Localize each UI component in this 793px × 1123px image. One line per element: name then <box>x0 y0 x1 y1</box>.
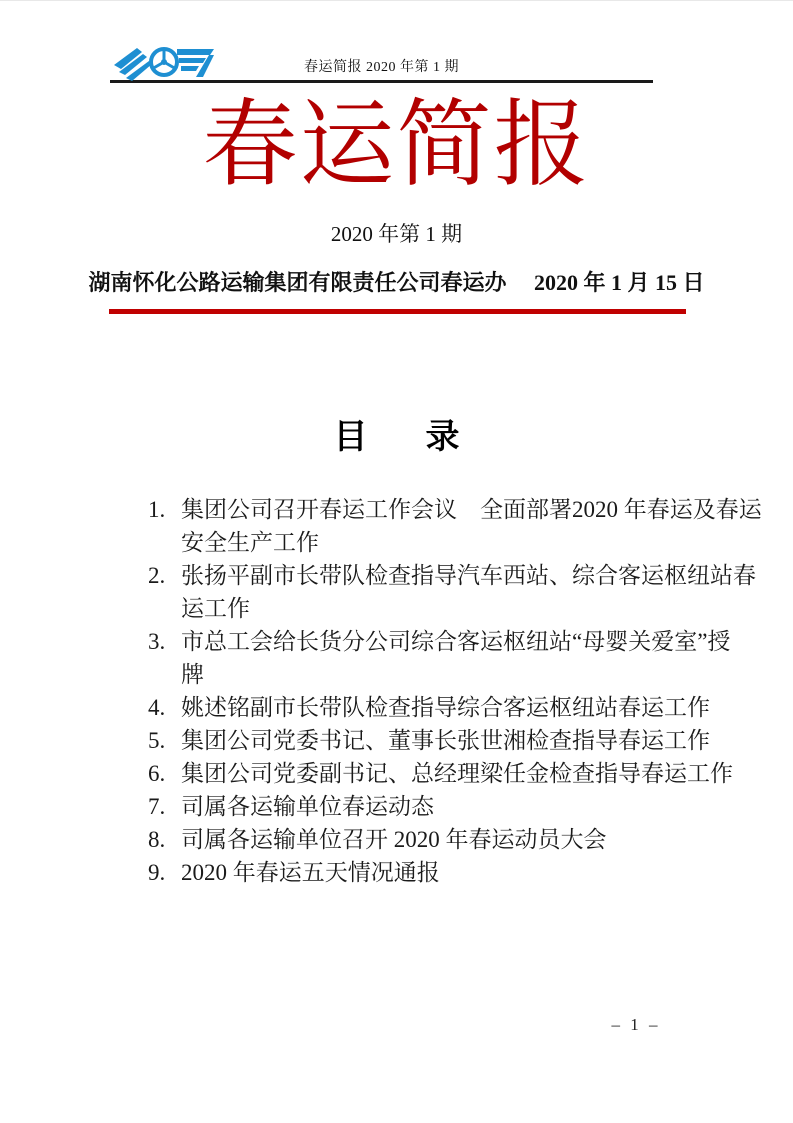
toc-item-number: 9. <box>148 860 166 885</box>
page-number: – 1 – <box>611 1015 661 1034</box>
page-header <box>110 41 653 83</box>
toc-item-text: 姚述铭副市长带队检查指导综合客运枢纽站春运工作 <box>181 695 710 720</box>
toc-item-3-continuation <box>148 658 708 691</box>
toc-item-7 <box>148 790 708 823</box>
toc-item-text: 张扬平副市长带队检查指导汽车西站、综合客运枢纽站春 <box>181 563 756 588</box>
toc-item-text: 集团公司党委副书记、总经理梁任金检查指导春运工作 <box>181 761 733 786</box>
publisher-line: 湖南怀化公路运输集团有限责任公司春运办 2020 年 1 月 15 日 <box>88 270 705 295</box>
toc-item-text: 集团公司召开春运工作会议 全面部署2020 年春运及春运 <box>181 497 762 522</box>
toc-item-text: 司属各运输单位春运动态 <box>181 794 434 819</box>
toc-item-text: 司属各运输单位召开 2020 年春运动员大会 <box>181 827 607 852</box>
toc-heading <box>0 409 793 458</box>
toc-item-number: 4. <box>148 695 166 720</box>
toc-item-number: 3. <box>148 629 166 654</box>
toc-item-5 <box>148 724 708 757</box>
toc-item-8 <box>148 823 708 856</box>
toc-heading-char-right: 录 <box>425 418 460 456</box>
toc-item-9 <box>148 856 708 889</box>
issue-line: 2020 年第 1 期 <box>330 222 463 246</box>
toc-item-number: 8. <box>148 827 166 852</box>
toc-item-1-continuation <box>148 526 708 559</box>
toc-item-text: 牌 <box>181 662 204 687</box>
toc-item-4 <box>148 691 708 724</box>
table-of-contents <box>148 493 762 889</box>
header-title: 春运简报 2020 年第 1 期 <box>304 60 459 75</box>
toc-item-text: 2020 年春运五天情况通报 <box>181 860 440 885</box>
toc-item-number: 5. <box>148 728 166 753</box>
toc-item-text: 安全生产工作 <box>181 530 319 555</box>
bulletin-title: 春运简报 <box>202 92 591 198</box>
red-divider-rule <box>109 309 686 314</box>
toc-item-6 <box>148 757 733 790</box>
toc-item-3 <box>148 625 731 658</box>
toc-item-2 <box>148 559 756 592</box>
toc-item-text: 市总工会给长货分公司综合客运枢纽站“母婴关爱室”授 <box>181 629 731 654</box>
toc-heading-char-left: 目 <box>333 418 368 456</box>
toc-item-number: 2. <box>148 563 166 588</box>
toc-item-text: 集团公司党委书记、董事长张世湘检查指导春运工作 <box>181 728 710 753</box>
toc-item-1 <box>148 493 762 526</box>
toc-item-text: 运工作 <box>181 596 250 621</box>
toc-item-number: 7. <box>148 794 166 819</box>
toc-item-number: 6. <box>148 761 166 786</box>
toc-item-2-continuation <box>148 592 708 625</box>
toc-item-number: 1. <box>148 497 166 522</box>
